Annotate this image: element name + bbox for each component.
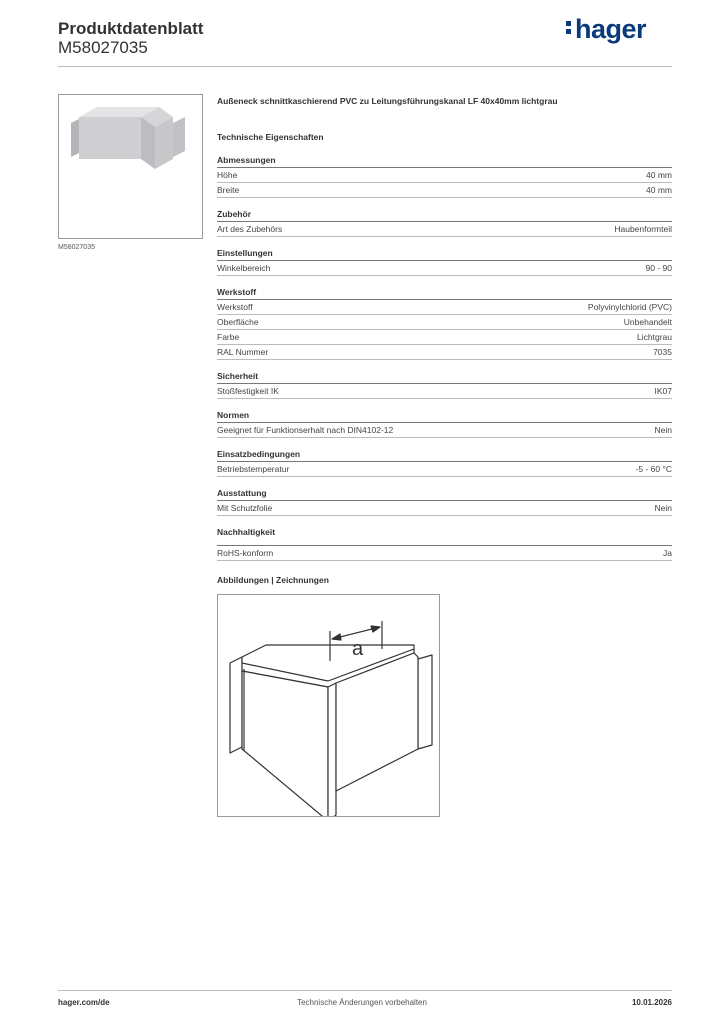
tech-heading: Technische Eigenschaften (217, 132, 324, 142)
logo-text: hager (575, 14, 647, 44)
spec-row (217, 501, 672, 516)
section-einstellungen (217, 247, 672, 276)
spec-row (217, 423, 672, 438)
spec-value: 40 mm (646, 185, 672, 195)
spec-row (217, 183, 672, 198)
section-title: Sicherheit (217, 370, 672, 384)
spec-row (217, 300, 672, 315)
section-title: Nachhaltigkeit (217, 527, 276, 537)
corner-drawing-image (218, 595, 439, 816)
section-title: Werkstoff (217, 286, 672, 300)
spec-value: IK07 (654, 386, 672, 396)
dimension-label: a (352, 638, 364, 660)
section-einsatzbedingungen (217, 448, 672, 477)
technical-drawing (217, 594, 440, 817)
spec-label: Winkelbereich (217, 263, 271, 273)
spec-label: Werkstoff (217, 302, 253, 312)
spec-value: Haubenformteil (614, 224, 672, 234)
spec-value: Ja (663, 548, 672, 558)
figures-heading: Abbildungen | Zeichnungen (217, 575, 329, 585)
section-title: Abmessungen (217, 154, 672, 168)
spec-label: Mit Schutzfolie (217, 503, 273, 513)
main-content (217, 94, 672, 561)
spec-label: Art des Zubehörs (217, 224, 283, 234)
section-title: Einsatzbedingungen (217, 448, 672, 462)
header-divider (58, 66, 672, 67)
spec-row (217, 462, 672, 477)
spec-value: Nein (654, 503, 672, 513)
page-title: Produktdatenblatt (58, 19, 204, 38)
spec-value: Polyvinylchlorid (PVC) (587, 302, 672, 312)
spec-label: RoHS-konform (217, 548, 274, 558)
section-title: Einstellungen (217, 247, 672, 261)
section-title: Zubehör (217, 208, 672, 222)
spec-label: Breite (217, 185, 240, 195)
spec-row (217, 261, 672, 276)
section-normen (217, 409, 672, 438)
section-zubehoer (217, 208, 672, 237)
product-code: M58027035 (58, 38, 148, 57)
section-ausstattung (217, 487, 672, 516)
logo-dots-icon (566, 18, 572, 37)
spec-row (217, 222, 672, 237)
footer-date: 10.01.2026 (631, 998, 672, 1007)
section-werkstoff (217, 286, 672, 360)
spec-row (217, 315, 672, 330)
footer-website-link[interactable]: hager.com/de (58, 998, 110, 1007)
photo-caption: M58027035 (58, 244, 95, 251)
spec-label: Geeignet für Funktionserhalt nach DIN4102-12 (217, 425, 394, 435)
product-photo (58, 94, 203, 239)
spec-row (217, 168, 672, 183)
spec-label: Betriebstemperatur (217, 464, 290, 474)
spec-row (217, 330, 672, 345)
spec-label: Stoßfestigkeit IK (217, 386, 279, 396)
hager-logo (566, 14, 646, 45)
spec-label: Oberfläche (217, 317, 259, 327)
section-nachhaltigkeit (217, 526, 672, 561)
footer-divider (58, 990, 672, 991)
section-title: Ausstattung (217, 487, 672, 501)
spec-value: Unbehandelt (623, 317, 672, 327)
spec-row (217, 545, 672, 561)
section-sicherheit (217, 370, 672, 399)
product-title: Außeneck schnittkaschierend PVC zu Leitungsführungskanal LF 40x40mm lichtgrau (217, 96, 558, 106)
section-title: Normen (217, 409, 672, 423)
spec-label: Farbe (217, 332, 240, 342)
spec-value: 40 mm (646, 170, 672, 180)
product-photo-image (59, 95, 202, 238)
spec-value: 90 - 90 (645, 263, 672, 273)
spec-row (217, 384, 672, 399)
spec-label: Höhe (217, 170, 238, 180)
spec-row (217, 345, 672, 360)
spec-value: Lichtgrau (637, 332, 672, 342)
spec-value: 7035 (653, 347, 672, 357)
spec-value: -5 - 60 °C (635, 464, 672, 474)
spec-label: RAL Nummer (217, 347, 269, 357)
footer-notice: Technische Änderungen vorbehalten (297, 998, 427, 1007)
section-abmessungen (217, 154, 672, 198)
spec-value: Nein (654, 425, 672, 435)
